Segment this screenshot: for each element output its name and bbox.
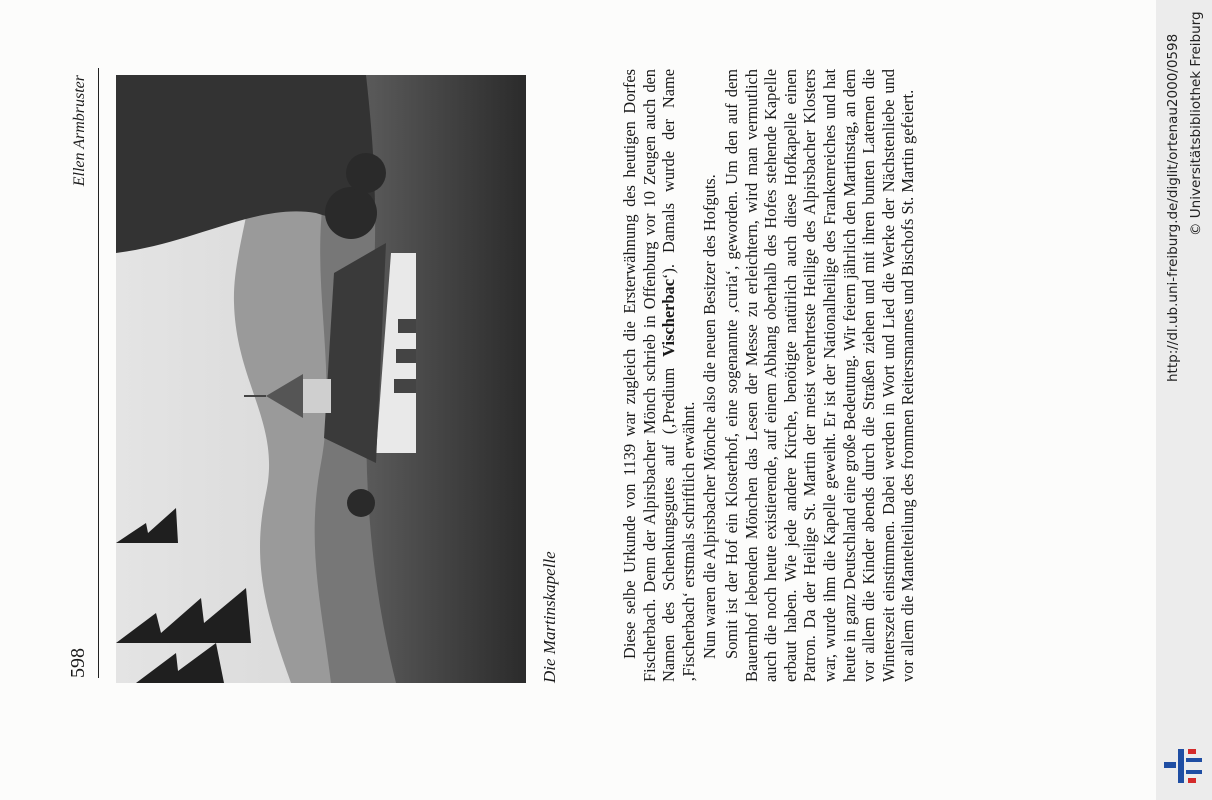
bold-term: Vischerbac bbox=[659, 279, 679, 357]
body-text bbox=[620, 69, 918, 682]
copyright-notice: © Universitätsbibliothek Freiburg bbox=[1188, 11, 1204, 236]
paragraph-1: Diese selbe Urkunde von 1139 war zugleich die Ersterwähnung des heutigen Dorfes Fischerbach. Denn der Alpirsbacher Mönch schrieb in Offenburg vor 10 Zeugen auch den Namen des Schenkungsgutes auf (‚Predium Vischerbac‘). Damals wurde der Name ‚Fischerbach‘ erstmals schriftlich erwähnt. bbox=[620, 69, 698, 682]
figure-caption: Die Martinskapelle bbox=[540, 551, 559, 683]
running-head-author: Ellen Armbruster bbox=[71, 75, 88, 187]
source-url[interactable]: http://dl.ub.uni-freiburg.de/diglit/ortenau2000/0598 bbox=[1165, 33, 1181, 382]
paragraph-3: Somit ist der Hof ein Klosterhof, eine sogenannte ‚curia‘, geworden. Um den auf dem Bauernhof lebenden Mönchen das Lesen der Messe zu erleichtern, wird man vermutlich auch die noch heute existierende, auf einem Abhang oberhalb des Hofes stehende Kapelle erbaut haben. Wie jede andere Kirche, benötigte natürlich auch diese Hofkapelle einen Patron. Da der Heilige St. Martin der meist verehrteste Heilige des Alpirsbacher Klosters war, wurde ihm die Kapelle geweiht. Er ist der Nationalheilige des Frankenreiches und hat heute in ganz Deutschland eine große Bedeutung. Wir feiern jährlich den Martinstag, an dem vor allem die Kinder abends durch die Straßen ziehen und mit ihren bunten Laternen die Winterszeit einstimmen. Dabei werden in Wort und Lied die Werke der Nächstenliebe und vor allem die Mantelteilung des frommen Reitersmannes und Bischofs St. Martin gefeiert. bbox=[721, 69, 918, 682]
chapel-photo bbox=[116, 75, 526, 683]
library-logo-icon[interactable] bbox=[1162, 746, 1206, 786]
chapel-photo-illustration bbox=[116, 75, 526, 683]
header-rule bbox=[98, 68, 99, 678]
paragraph-2: Nun waren die Alpirsbacher Mönche also die neuen Besitzer des Hofguts. bbox=[700, 174, 720, 659]
page-number: 598 bbox=[67, 648, 89, 678]
